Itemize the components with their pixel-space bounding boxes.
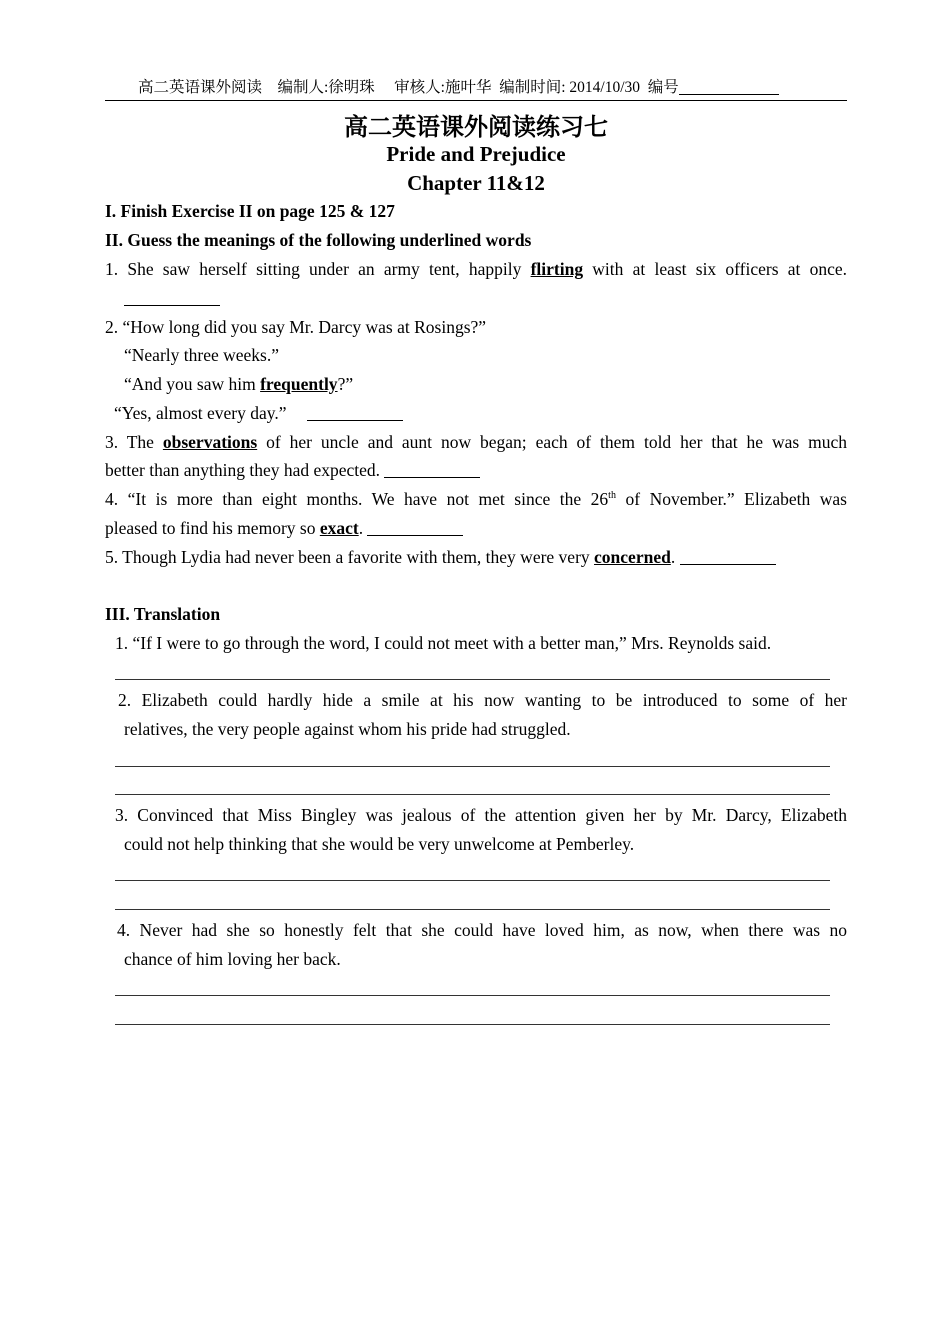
answer-blank[interactable] [680, 546, 776, 565]
question-2-line-4: “Yes, almost every day.” [114, 399, 856, 427]
question-3-line-1: 3. The observations of her uncle and aunt now began; each of them told her that he was much [105, 432, 847, 452]
answer-line[interactable] [115, 766, 830, 767]
answer-line[interactable] [115, 880, 830, 881]
translation-4-line-1: 4. Never had she so honestly felt that she could have loved him, as now, when there was no [117, 920, 847, 940]
question-4-line-2: pleased to find his memory so exact. [105, 514, 847, 542]
page-header [105, 78, 847, 101]
answer-line[interactable] [115, 1024, 830, 1025]
translation-2-line-2: relatives, the very people against whom his pride had struggled. [124, 719, 571, 739]
answer-line[interactable] [115, 679, 830, 680]
question-2-line-2: “Nearly three weeks.” [124, 345, 279, 365]
section-1-heading: I. Finish Exercise II on page 125 & 127 [105, 201, 395, 221]
answer-line[interactable] [115, 794, 830, 795]
translation-3-line-2: could not help thinking that she would be very unwelcome at Pemberley. [124, 834, 635, 854]
serial-number-blank[interactable] [679, 78, 779, 95]
underlined-word: concerned [594, 547, 671, 567]
underlined-word: frequently [260, 374, 338, 394]
answer-blank[interactable] [124, 287, 220, 306]
question-1: 1. She saw herself sitting under an army tent, happily flirting with at least six officers at once. [105, 259, 847, 279]
translation-3-line-1: 3. Convinced that Miss Bingley was jealous of the attention given her by Mr. Darcy, Elizabeth [115, 805, 847, 825]
question-5: 5. Though Lydia had never been a favorite with them, they were very concerned. [105, 543, 847, 571]
answer-blank[interactable] [307, 402, 403, 421]
answer-line[interactable] [115, 995, 830, 996]
question-2-line-1: 2. “How long did you say Mr. Darcy was at Rosings?” [105, 317, 487, 337]
question-3-line-2: better than anything they had expected. [105, 456, 847, 484]
answer-line[interactable] [115, 909, 830, 910]
underlined-word: observations [162, 432, 258, 452]
section-3-heading: III. Translation [105, 604, 221, 624]
answer-blank[interactable] [384, 459, 480, 478]
chapter-title: Chapter 11&12 [407, 171, 545, 195]
chinese-title: 高二英语课外阅读练习七 [344, 113, 608, 141]
book-title: Pride and Prejudice [386, 142, 566, 166]
question-2-line-3: “And you saw him frequently?” [124, 374, 354, 394]
underlined-word: flirting [530, 259, 584, 279]
translation-4-line-2: chance of him loving her back. [124, 949, 341, 969]
header-text: 高二英语课外阅读 编制人:徐明珠 审核人:施叶华 编制时间: 2014/10/30 编号 [138, 78, 779, 98]
translation-2-line-1: 2. Elizabeth could hardly hide a smile at his now wanting to be introduced to some of her [118, 690, 847, 710]
answer-blank-1-row [124, 284, 866, 312]
question-4-line-1: 4. “It is more than eight months. We have not met since the 26th of November.” Elizabeth was [105, 489, 847, 509]
translation-1: 1. “If I were to go through the word, I could not meet with a better man,” Mrs. Reynolds said. [115, 633, 772, 653]
section-2-heading: II. Guess the meanings of the following underlined words [105, 230, 532, 250]
answer-blank[interactable] [367, 517, 463, 536]
underlined-word: exact [319, 518, 359, 538]
